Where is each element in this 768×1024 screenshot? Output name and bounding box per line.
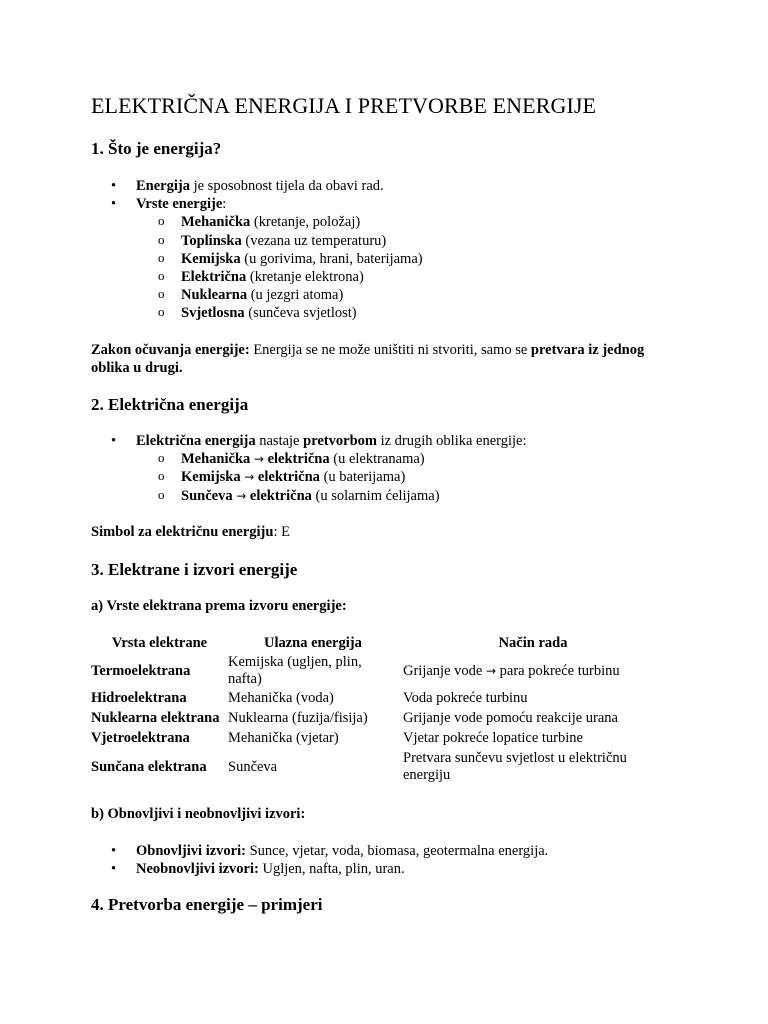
table-cell: Vjetroelektrana <box>91 729 190 746</box>
circle-bullet-marker: o <box>158 286 165 302</box>
table-header-row <box>91 632 663 654</box>
arrow-right-icon: → <box>485 663 497 678</box>
table-cell: Termoelektrana <box>91 662 191 679</box>
circle-bullet-marker: o <box>158 450 165 466</box>
table-cell: Vjetar pokreće lopatice turbine <box>403 729 583 746</box>
section-2-heading: 2. Električna energija <box>91 395 249 414</box>
table-cell: Kemijska (ugljen, plin, nafta) <box>228 654 362 687</box>
subsection-b-heading: b) Obnovljivi i neobnovljivi izvori: <box>91 806 306 822</box>
table-row <box>91 708 663 728</box>
column-header: Način rada <box>498 634 568 651</box>
subsection-a-heading: a) Vrste elektrana prema izvoru energije: <box>91 598 347 614</box>
arrow-right-icon: → <box>244 470 255 485</box>
energy-type-item: o Svjetlosna (sunčeva svjetlost) <box>158 304 357 322</box>
table-row <box>91 654 663 688</box>
circle-bullet-marker: o <box>158 486 165 502</box>
circle-bullet-marker: o <box>158 231 165 247</box>
conversion-item: o Sunčeva → električna (u solarnim ćelijama) <box>158 486 440 504</box>
energy-type-item: o Mehanička (kretanje, položaj) <box>158 213 361 231</box>
section-1-heading: 1. Što je energija? <box>91 139 222 158</box>
energy-type-item: o Nuklearna (u jezgri atoma) <box>158 286 344 304</box>
circle-bullet-marker: o <box>158 249 165 265</box>
sources-list <box>91 842 548 878</box>
column-header: Vrsta elektrane <box>111 634 208 651</box>
symbol-paragraph: Simbol za električnu energiju: E <box>91 524 290 540</box>
table-cell: Sunčeva <box>228 758 278 775</box>
list-item: • Električna energija nastaje pretvorbom iz drugih oblika energije: <box>111 433 527 449</box>
bullet-marker: • <box>111 861 117 878</box>
arrow-right-icon: → <box>236 488 247 503</box>
list-item: • Obnovljivi izvori: Sunce, vjetar, voda, biomasa, geotermalna energija. <box>111 843 549 859</box>
section-4-heading: 4. Pretvorba energije – primjeri <box>91 895 323 914</box>
list-item: • Vrste energije: <box>111 196 227 213</box>
list-item: • Energija je sposobnost tijela da obavi rad. <box>111 178 384 194</box>
arrow-right-icon: → <box>253 452 264 467</box>
circle-bullet-marker: o <box>158 213 165 229</box>
table-row <box>91 748 663 786</box>
circle-bullet-marker: o <box>158 468 165 484</box>
list-item: • Neobnovljivi izvori: Ugljen, nafta, plin, uran. <box>111 861 405 878</box>
table-cell: Hidroelektrana <box>91 689 187 706</box>
bullet-marker: • <box>111 178 117 194</box>
table-cell: Grijanje vode → para pokreće turbinu <box>403 662 620 679</box>
section-3-heading: 3. Elektrane i izvori energije <box>91 560 298 579</box>
conservation-law-paragraph: Zakon očuvanja energije: Energija se ne može uništiti ni stvoriti, samo se pretvara iz jednog oblika u drugi. <box>91 342 645 376</box>
circle-bullet-marker: o <box>158 268 165 284</box>
section-2-list <box>91 432 527 505</box>
column-header: Ulazna energija <box>264 634 362 651</box>
energy-type-item: o Električna (kretanje elektrona) <box>158 268 364 286</box>
table-cell: Mehanička (voda) <box>228 689 334 706</box>
table-cell: Nuklearna (fuzija/fisija) <box>228 709 368 726</box>
table-row <box>91 728 663 748</box>
conversion-item: o Kemijska → električna (u baterijama) <box>158 468 406 486</box>
table-cell: Grijanje vode pomoću reakcije urana <box>403 709 618 726</box>
energy-type-item: o Kemijska (u gorivima, hrani, baterijama) <box>158 249 423 267</box>
energy-type-item: o Toplinska (vezana uz temperaturu) <box>158 231 387 249</box>
table-cell: Pretvara sunčevu svjetlost u električnu energiju <box>403 750 627 783</box>
bullet-marker: • <box>111 843 117 859</box>
table-cell: Mehanička (vjetar) <box>228 729 339 746</box>
power-plants-table <box>91 632 663 786</box>
table-row <box>91 688 663 708</box>
conversion-item: o Mehanička → električna (u elektranama) <box>158 450 425 468</box>
table-cell: Voda pokreće turbinu <box>403 689 528 706</box>
document-title: ELEKTRIČNA ENERGIJA I PRETVORBE ENERGIJE <box>91 93 597 118</box>
circle-bullet-marker: o <box>158 304 165 320</box>
bullet-marker: • <box>111 433 117 449</box>
table-cell: Sunčana elektrana <box>91 758 207 775</box>
section-1-list <box>91 177 423 323</box>
table-cell: Nuklearna elektrana <box>91 709 220 726</box>
bullet-marker: • <box>111 196 117 213</box>
